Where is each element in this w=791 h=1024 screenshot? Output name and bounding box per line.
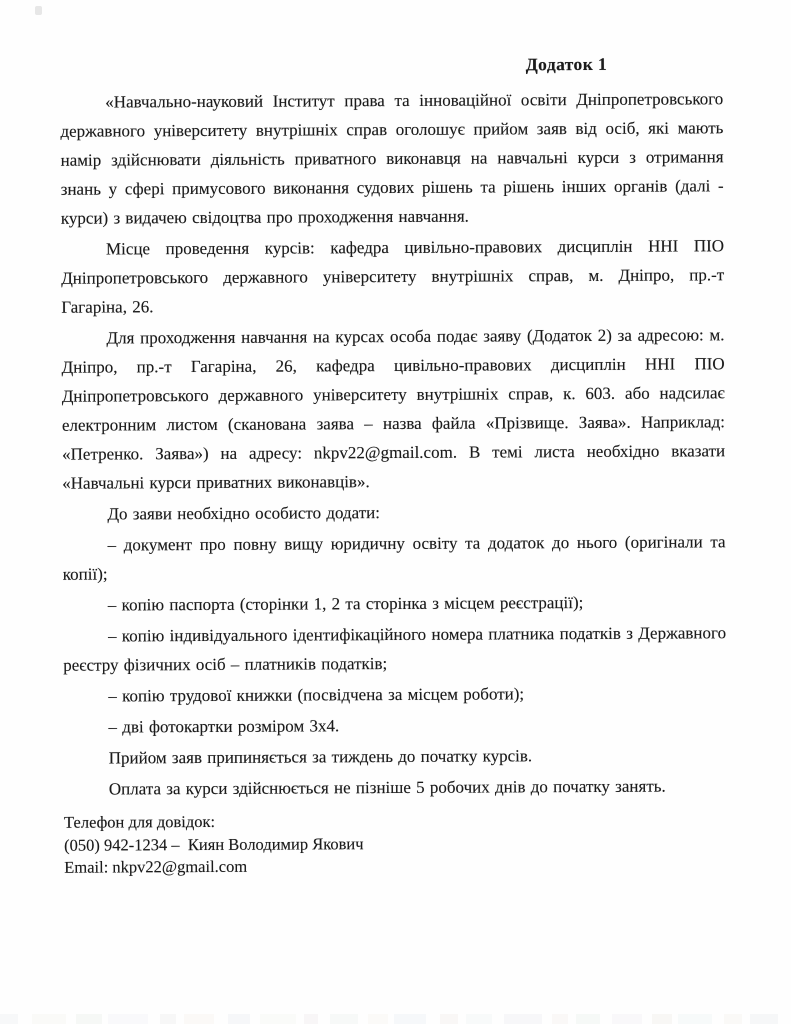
- list-item-education-document: – документ про повну вищу юридичну освіту та додаток до нього (оригінали та копії);: [62, 532, 726, 584]
- scan-artifact-block: [504, 1014, 542, 1024]
- appendix-heading: Додаток 1: [525, 53, 608, 75]
- scan-artifact-block: [552, 1014, 568, 1024]
- scan-artifact-block: [612, 1014, 642, 1024]
- scan-artifact-block: [678, 1014, 712, 1024]
- list-item-passport-copy: – копію паспорта (сторінки 1, 2 та сторінка з місцем реєстрації);: [107, 593, 584, 615]
- paragraph-application-procedure: Для проходження навчання на курсах особа подає заяву (Додаток 2) за адресою: м. Дніпро, пр.-т Гагаріна, 26, кафедра цивільно-правових дисциплін ННІ ПІО Дніпропетровського державного університету внутрішніх справ, к. 603. або надсилає електронним листом (сканована заява – назва файла «Прізвище. Заява». Наприклад: «Петренко. Заява») на адресу: nkpv22@gmail.com. В темі листа необхідно вказати «Навчальні курси приватних виконавців».: [61, 325, 726, 493]
- scan-artifact-block: [304, 1014, 318, 1024]
- document-content: [60, 50, 727, 879]
- scan-artifact-block: [330, 1014, 358, 1024]
- paragraph-course-location: Місце проведення курсів: кафедра цивільно-правових дисциплін ННІ ПІО Дніпропетровського державного університету внутрішніх справ, м. Дніпро, пр.-т Гагаріна, 26.: [61, 236, 725, 317]
- scan-artifact-block: [32, 1014, 66, 1024]
- list-item-tax-number-copy: – копію індивідуального ідентифікаційного номера платника податків з Державного реєстру фізичних осіб – платників податків;: [63, 623, 727, 675]
- scan-artifact-block: [228, 1014, 250, 1024]
- scan-artifact-block: [0, 1014, 18, 1024]
- scan-artifact-block: [184, 1014, 214, 1024]
- contact-phone: (050) 942-1234 – Киян Володимир Якович: [64, 833, 364, 855]
- list-item-work-book-copy: – копію трудової книжки (посвідчена за місцем роботи);: [108, 684, 525, 706]
- paragraph-application-deadline: Прийом заяв припиняється за тиждень до початку курсів.: [108, 746, 533, 768]
- scan-artifact-block: [466, 1014, 492, 1024]
- scan-artifact-block: [368, 1014, 388, 1024]
- paragraph-announcement: «Навчально-науковий Інститут права та інноваційної освіти Дніпропетровського державного університету внутрішніх справ оголошує прийом заяв від осіб, які мають намір здійснювати діяльність приватного виконавця на навчальні курси з отримання знань у сфері примусового виконання судових рішень та рішень інших органів (далі - курси) з видачею свідоцтва про проходження навчання.: [60, 89, 724, 228]
- scan-artifact-strip: [0, 1014, 791, 1024]
- scan-speck-artifact: [35, 6, 42, 15]
- scan-artifact-block: [108, 1014, 148, 1024]
- scan-artifact-block: [750, 1014, 778, 1024]
- scan-artifact-block: [394, 1014, 426, 1024]
- scan-artifact-block: [576, 1014, 600, 1024]
- contact-block: [64, 808, 727, 879]
- scan-artifact-block: [160, 1014, 176, 1024]
- contact-email: Email: nkpv22@gmail.com: [64, 856, 248, 877]
- scan-artifact-block: [724, 1014, 742, 1024]
- scan-artifact-block: [260, 1014, 296, 1024]
- scan-artifact-block: [440, 1014, 458, 1024]
- list-item-photos: – дві фотокартки розміром 3х4.: [108, 716, 340, 737]
- contact-label: Телефон для довідок:: [63, 811, 216, 832]
- scan-artifact-block: [652, 1014, 672, 1024]
- paragraph-payment-deadline: Оплата за курси здійснюється не пізніше 5 робочих днів до початку занять.: [108, 776, 666, 799]
- scan-artifact-block: [76, 1014, 102, 1024]
- paragraph-attachments-intro: До заяви необхідно особисто додати:: [107, 503, 381, 524]
